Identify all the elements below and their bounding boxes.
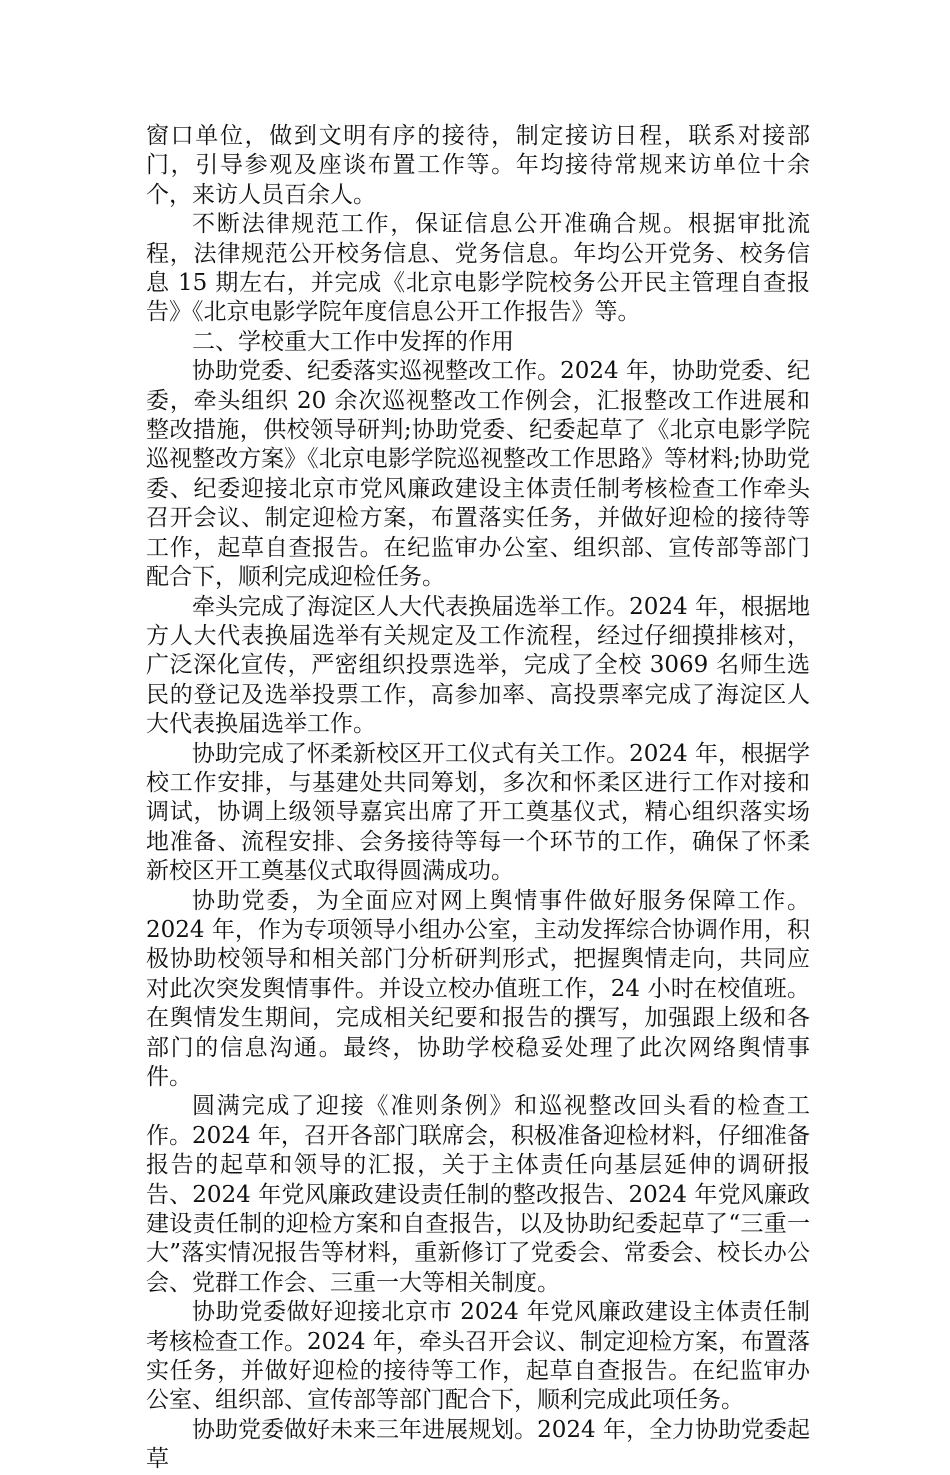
paragraph-new-campus-ceremony: 协助完成了怀柔新校区开工仪式有关工作。2024 年，根据学校工作安排，与基建处共同筹划，多次和怀柔区进行工作对接和调试，协调上级领导嘉宾出席了开工奠基仪式，精心组织落实场地准备、流程安排、会务接待等每一个环节的工作，确保了怀柔新校区开工奠基仪式取得圆满成功。 [146,740,810,885]
paragraph-regulations-inspection: 圆满完成了迎接《准则条例》和巡视整改回头看的检查工作。2024 年，召开各部门联席会，积极准备迎检材料，仔细准备报告的起草和领导的汇报，关于主体责任向基层延伸的调研报告、2024 年党风廉政建设责任制的整改报告、2024 年党风廉政建设责任制的迎检方案和自查报告，以及协助纪委起草了“三重一大”落实情况报告等材料，重新修订了党委会、常委会、校长办公会、党群工作会、三重一大等相关制度。 [146,1093,810,1296]
paragraph-district-election: 牵头完成了海淀区人大代表换届选举工作。2024 年，根据地方人大代表换届选举有关规定及工作流程，经过仔细摸排核对，广泛深化宣传，严密组织投票选举，完成了全校 3069 名师生选民的登记及选举投票工作，高参加率、高投票率完成了海淀区人大代表换届选举工作。 [146,593,810,738]
paragraph-information-disclosure: 不断法律规范工作，保证信息公开准确合规。根据审批流程，法律规范公开校务信息、党务信息。年均公开党务、校务信息 15 期左右，并完成《北京电影学院校务公开民主管理自查报告》《北京电影学院年度信息公开工作报告》等。 [146,211,810,326]
paragraph-inspection-rectification: 协助党委、纪委落实巡视整改工作。2024 年，协助党委、纪委，牵头组织 20 余次巡视整改工作例会，汇报整改工作进展和整改措施，供校领导研判;协助党委、纪委起草了《北京电影学院巡视整改方案》《北京电影学院巡视整改工作思路》等材料;协助党委、纪委迎接北京市党风廉政建设主体责任制考核检查工作牵头召开会议、制定迎检方案，布置落实任务，并做好迎检的接待等工作，起草自查报告。在纪监审办公室、组织部、宣传部等部门配合下，顺利完成迎检任务。 [146,358,810,591]
paragraph-three-year-plan: 协助党委做好未来三年进展规划。2024 年，全力协助党委起草 [146,1416,810,1473]
paragraph-responsibility-assessment: 协助党委做好迎接北京市 2024 年党风廉政建设主体责任制考核检查工作。2024 年，牵头召开会议、制定迎检方案，布置落实任务，并做好迎检的接待等工作，起草自查报告。在纪监审办公室、组织部、宣传部等部门配合下，顺利完成此项任务。 [146,1299,810,1414]
paragraph-public-opinion: 协助党委，为全面应对网上舆情事件做好服务保障工作。2024 年，作为专项领导小组办公室，主动发挥综合协调作用，积极协助校领导和相关部门分析研判形式，把握舆情走向，共同应对此次突发舆情事件。并设立校办值班工作，24 小时在校值班。在舆情发生期间，完成相关纪要和报告的撰写，加强跟上级和各部门的信息沟通。最终，协助学校稳妥处理了此次网络舆情事件。 [146,887,810,1090]
paragraph-reception: 窗口单位，做到文明有序的接待，制定接访日程，联系对接部门，引导参观及座谈布置工作等。年均接待常规来访单位十余个，来访人员百余人。 [146,123,810,208]
document-page [146,122,810,1475]
section-heading-major-work: 二、学校重大工作中发挥的作用 [192,328,514,355]
